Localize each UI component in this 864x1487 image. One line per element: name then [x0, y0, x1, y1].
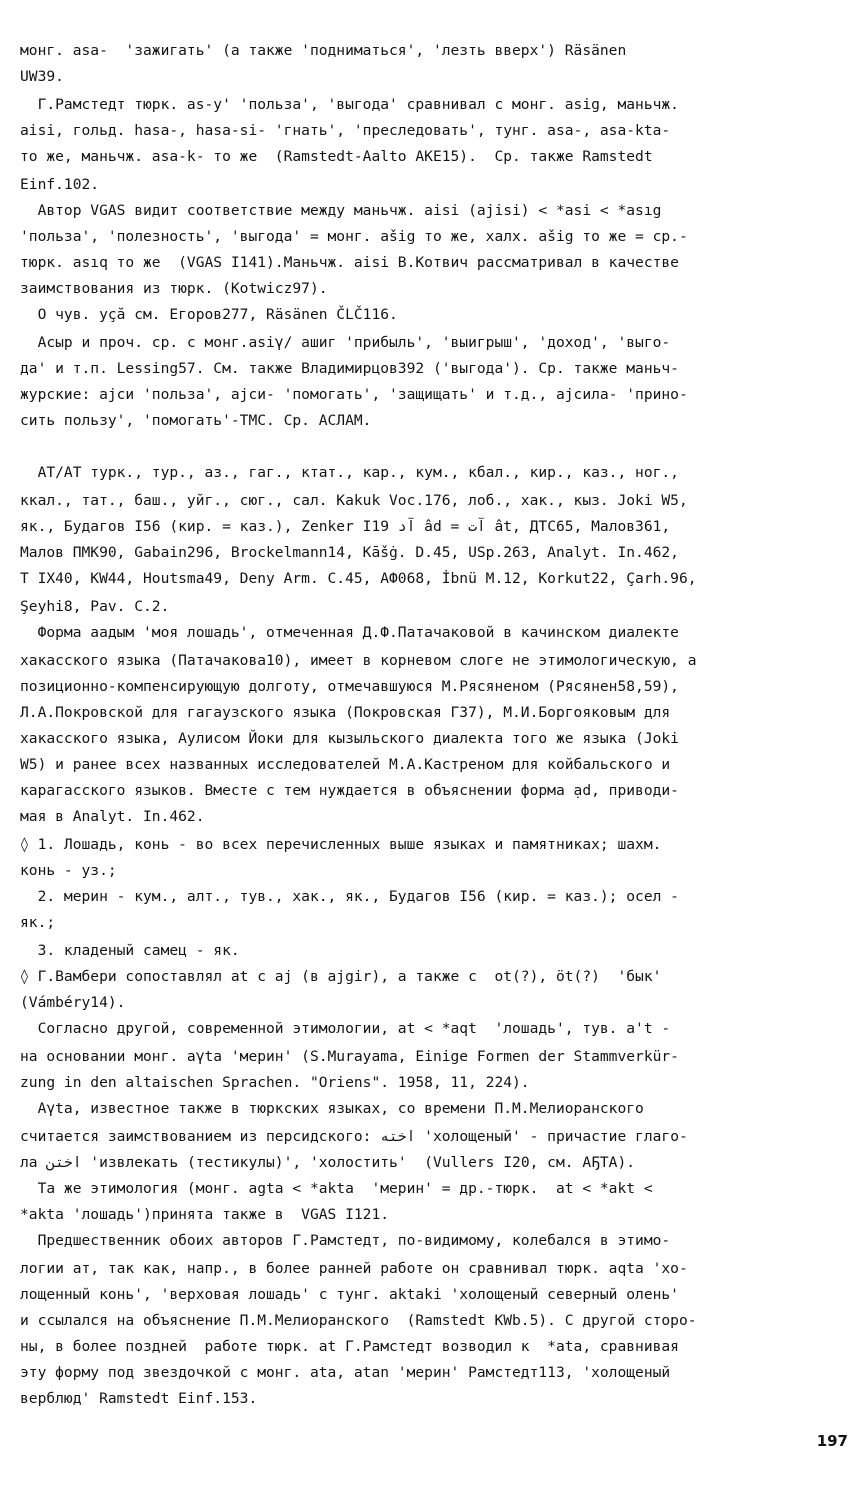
text-line: монг. asa- 'зажигать' (а также 'подниматься', 'лезть вверх') Räsänen — [20, 42, 627, 59]
text-line: як.; — [20, 914, 56, 931]
text-line: на основании монг. aγta 'мерин' (S.Murayama, Einige Formen der Stammverkür- — [20, 1048, 679, 1065]
text-line: Та же этимология (монг. agta < *akta 'мерин' = др.-тюрк. at < *akt < — [20, 1180, 653, 1197]
text-line: Малов ПМК90, Gabain296, Brockelmann14, Kāšġ. D.45, USp.263, Analyt. In.462, — [20, 544, 679, 561]
text-line: хакасского языка, Аулисом Йоки для кызыльского диалекта того же языка (Joki — [20, 730, 679, 747]
text-line: ны, в более поздней работе тюрк. at Г.Рамстедт возводил к *ata, сравнивая — [20, 1338, 679, 1355]
text-line: Л.А.Покровской для гагаузского языка (Покровская Г37), М.И.Боргояковым для — [20, 704, 671, 721]
text-line: 2. мерин - кум., алт., тув., хак., як., Будагов I56 (кир. = каз.); осел - — [20, 888, 679, 905]
text-line: zung in den altaischen Sprachen. "Oriens". 1958, 11, 224). — [20, 1074, 530, 1091]
text-line: Şeyhi8, Pav. C.2. — [20, 598, 170, 615]
text-line: журские: аjси 'польза', аjси- 'помогать', 'защищать' и т.д., аjсила- 'прино- — [20, 386, 688, 403]
text-line — [20, 434, 848, 460]
text-line: ◊ 1. Лошадь, конь - во всех перечисленных выше языках и памятниках; шахм. — [20, 836, 662, 853]
text-line: эту форму под звездочкой с монг. ata, atan 'мерин' Рамстедт113, 'холощеный — [20, 1364, 671, 1381]
text-line: верблюд' Ramstedt Einf.153. — [20, 1390, 258, 1407]
text-line: лощенный конь', 'верховая лошадь' с тунг. aktaki 'холощеный северный олень' — [20, 1286, 679, 1303]
text-line: логии ат, так как, напр., в более ранней работе он сравнивал тюрк. aqta 'хо- — [20, 1260, 688, 1277]
text-line: то же, маньчж. asa-k- то же (Ramstedt-Aalto AKE15). Ср. также Ramstedt — [20, 148, 653, 165]
text-line: Форма аадым 'моя лошадь', отмеченная Д.Ф.Патачаковой в качинском диалекте — [20, 624, 679, 641]
text-line: aisi, гольд. hasa-, hasa-si- 'гнать', 'преследовать', тунг. asa-, asa-kta- — [20, 122, 671, 139]
text-line: *akta 'лошадь')принята также в VGAS I121. — [20, 1206, 390, 1223]
text-line: и ссылался на объяснение П.М.Мелиоранского (Ramstedt KWb.5). С другой сторо- — [20, 1312, 697, 1329]
text-line: ла اختن 'извлекать (тестикулы)', 'холостить' (Vullers I20, см. АҔТА). — [20, 1154, 636, 1171]
text-line: сить пользу', 'помогать'-ТМС. Ср. АСЛАМ. — [20, 412, 372, 429]
text-line: як., Будагов I56 (кир. = каз.), Zenker I19 آد âd = آت ât, ДТС65, Малов361, — [20, 518, 671, 535]
text-line: Einf.102. — [20, 176, 100, 193]
page-number: 197 — [816, 1432, 848, 1450]
text-line: Автор VGAS видит соответствие между маньчж. aisi (ajisi) < *asi < *asıg — [20, 202, 662, 219]
text-line: О чув. уçă см. Егоров277, Räsänen ČLČ116. — [20, 306, 398, 323]
text-line: тюрк. asıq то же (VGAS I141).Маньчж. aisi В.Котвич рассматривал в качестве — [20, 254, 679, 271]
text-line: Г.Рамстедт тюрк. as-y' 'польза', 'выгода' сравнивал с монг. asig, маньчж. — [20, 96, 679, 113]
text-line: Предшественник обоих авторов Г.Рамстедт, по-видимому, колебался в этимо- — [20, 1232, 671, 1249]
text-line: считается заимствованием из персидского: اخته 'холощеный' - причастие глаго- — [20, 1128, 688, 1145]
text-line: Согласно другой, современной этимологии, at < *aqt 'лошадь', тув. a't - — [20, 1020, 671, 1037]
text-line: Т IX40, KW44, Houtsma49, Deny Arm. C.45, АФ068, İbnü M.12, Korkut22, Çarh.96, — [20, 570, 697, 587]
text-line: (Vámbéry14). — [20, 994, 126, 1011]
text-line: UW39. — [20, 68, 64, 85]
text-line: 'польза', 'полезность', 'выгода' = монг. ašig то же, халх. ašig то же = ср.- — [20, 228, 688, 245]
text-line: мая в Analyt. In.462. — [20, 808, 205, 825]
text-line: хакасского языка (Патачакова10), имеет в корневом слоге не этимологическую, а — [20, 652, 697, 669]
text-line: ккал., тат., баш., уйг., сюг., сал. Kakuk Voc.176, лоб., хак., кыз. Joki W5, — [20, 492, 688, 509]
text-line: ◊ Г.Вамбери сопоставлял at с aj (в ajgir), а также с ot(?), öt(?) 'бык' — [20, 968, 662, 985]
text-line: W5) и ранее всех названных исследователей М.А.Кастреном для койбальского и — [20, 756, 671, 773]
text-line: Aγta, известное также в тюркских языках, со времени П.М.Мелиоранского — [20, 1100, 644, 1117]
text-line: АТ/АТ турк., тур., аз., гаг., ктат., кар., кум., кбал., кир., каз., ног., — [20, 464, 679, 481]
text-line: конь - уз.; — [20, 862, 117, 879]
text-line: заимствования из тюрк. (Kotwicz97). — [20, 280, 328, 297]
text-line: позиционно-компенсирующую долготу, отмечавшуюся М.Рясяненом (Рясянен58,59), — [20, 678, 679, 695]
text-line: Асыр и проч. ср. с монг.asiγ/ ашиг 'прибыль', 'выигрыш', 'доход', 'выго- — [20, 334, 671, 351]
text-line: 3. кладеный самец - як. — [20, 942, 240, 959]
text-line: карагасского языков. Вместе с тем нуждается в объяснении форма ạd, приводи- — [20, 782, 679, 799]
text-line: да' и т.п. Lessing57. См. также Владимирцов392 ('выгода'). Ср. также маньч- — [20, 360, 679, 377]
